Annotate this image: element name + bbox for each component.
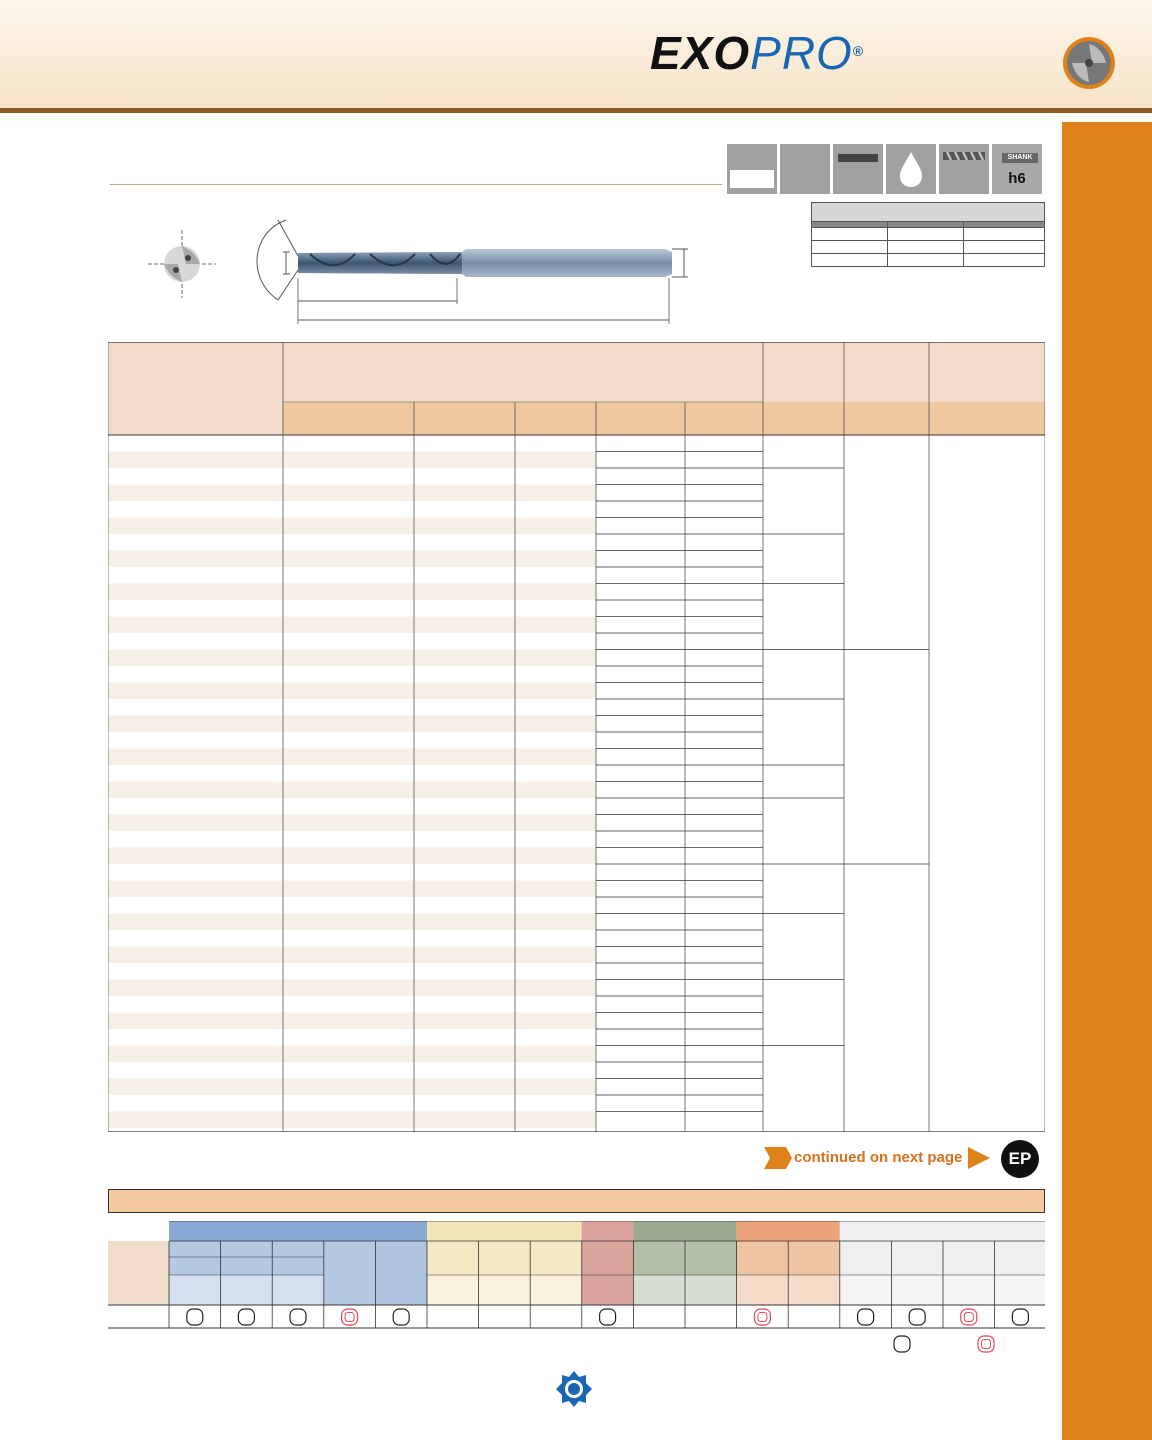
material-group-header [737, 1221, 840, 1241]
table-row [108, 518, 596, 535]
table-row [108, 666, 596, 683]
table-row [108, 831, 596, 848]
material-mark-standard-icon [238, 1309, 254, 1325]
material-mark-inner-icon [345, 1313, 354, 1322]
table-row [108, 1062, 596, 1079]
material-subgroup [582, 1221, 634, 1305]
material-mark-standard-icon [909, 1309, 925, 1325]
material-group-header [169, 1221, 427, 1241]
point-angle-icon [727, 144, 777, 194]
continued-arrow-left-icon [764, 1147, 792, 1169]
osg-logo-icon [554, 1369, 594, 1409]
material-mark-standard-icon [187, 1309, 203, 1325]
table-row [108, 897, 596, 914]
table-row [108, 963, 596, 980]
table-row [108, 1029, 596, 1046]
material-group-header [840, 1221, 1045, 1241]
ep-badge: EP [1001, 1140, 1039, 1178]
table-row [108, 617, 596, 634]
material-mark-standard-icon [393, 1309, 409, 1325]
material-subgroup [427, 1241, 582, 1275]
table-row [108, 650, 596, 667]
table-row [108, 881, 596, 898]
drill-end-view [148, 230, 216, 298]
table-row [108, 749, 596, 766]
table-row [108, 765, 596, 782]
table-row [108, 815, 596, 832]
material-mark-standard-icon [600, 1309, 616, 1325]
exopro-logo [650, 27, 865, 79]
shank-tolerance: h6 [1008, 170, 1026, 187]
table-row [108, 1046, 596, 1063]
continued-arrow-right-icon [968, 1147, 990, 1169]
tolerance-table [811, 202, 1045, 267]
table-row [108, 683, 596, 700]
table-row [108, 567, 596, 584]
legend-standard-icon [893, 1335, 911, 1353]
length-icon [833, 144, 883, 194]
table-header-model [108, 342, 283, 435]
table-row [108, 435, 596, 452]
material-subcell [840, 1275, 1045, 1305]
material-subgroup [324, 1241, 376, 1305]
table-row [108, 980, 596, 997]
table-header-right [763, 402, 1045, 435]
logo-reg: ® [852, 43, 865, 59]
table-header-dims [283, 402, 763, 435]
material-mark-standard-icon [1012, 1309, 1028, 1325]
helix-icon [939, 144, 989, 194]
table-row [108, 848, 596, 865]
logo-pro: PRO [750, 27, 853, 79]
tolerance-icon [780, 144, 830, 194]
shank-label: SHANK [1002, 153, 1038, 163]
section-sidebar [1062, 122, 1152, 1440]
material-group-header [427, 1221, 582, 1241]
table-row [108, 914, 596, 931]
drill-tip-icon [1062, 36, 1116, 90]
table-row [108, 996, 596, 1013]
product-table [108, 342, 1045, 1132]
product-table-grid [108, 342, 1045, 1132]
table-row [108, 947, 596, 964]
table-row [108, 1079, 596, 1096]
material-subgroup [375, 1241, 427, 1305]
material-table [108, 1221, 1045, 1329]
material-group-header [633, 1221, 736, 1241]
material-subgroup [840, 1241, 1045, 1275]
table-row [108, 584, 596, 601]
table-row [108, 782, 596, 799]
table-row [108, 732, 596, 749]
table-row [108, 600, 596, 617]
logo-exo: EXO [650, 27, 751, 79]
table-row [108, 716, 596, 733]
table-row [108, 1013, 596, 1030]
table-row [108, 1112, 596, 1129]
coolant-drop-icon [886, 144, 936, 194]
table-row [108, 501, 596, 518]
material-mark-standard-icon [858, 1309, 874, 1325]
material-mark-inner-icon [964, 1313, 973, 1322]
legend-recommended-icon [977, 1335, 995, 1353]
table-row [108, 633, 596, 650]
material-grid [108, 1221, 1045, 1329]
material-mark-standard-icon [290, 1309, 306, 1325]
table-row [108, 930, 596, 947]
table-row [108, 452, 596, 469]
tolerance-table-header [812, 203, 1045, 222]
page-header [0, 0, 1152, 108]
material-mark-inner-icon [758, 1313, 767, 1322]
shank-icon [992, 144, 1042, 194]
table-row [108, 864, 596, 881]
table-row [108, 468, 596, 485]
table-row [108, 798, 596, 815]
drill-drawing [140, 208, 700, 328]
table-row [108, 551, 596, 568]
table-row [108, 1095, 596, 1112]
title-rule [110, 184, 722, 185]
table-row [108, 534, 596, 551]
material-title-bar [108, 1189, 1045, 1213]
header-rule [0, 108, 1152, 113]
table-row [108, 699, 596, 716]
material-label-cell [108, 1241, 169, 1305]
continued-label[interactable]: continued on next page [794, 1149, 963, 1166]
table-row [108, 485, 596, 502]
material-subcell [427, 1275, 582, 1305]
